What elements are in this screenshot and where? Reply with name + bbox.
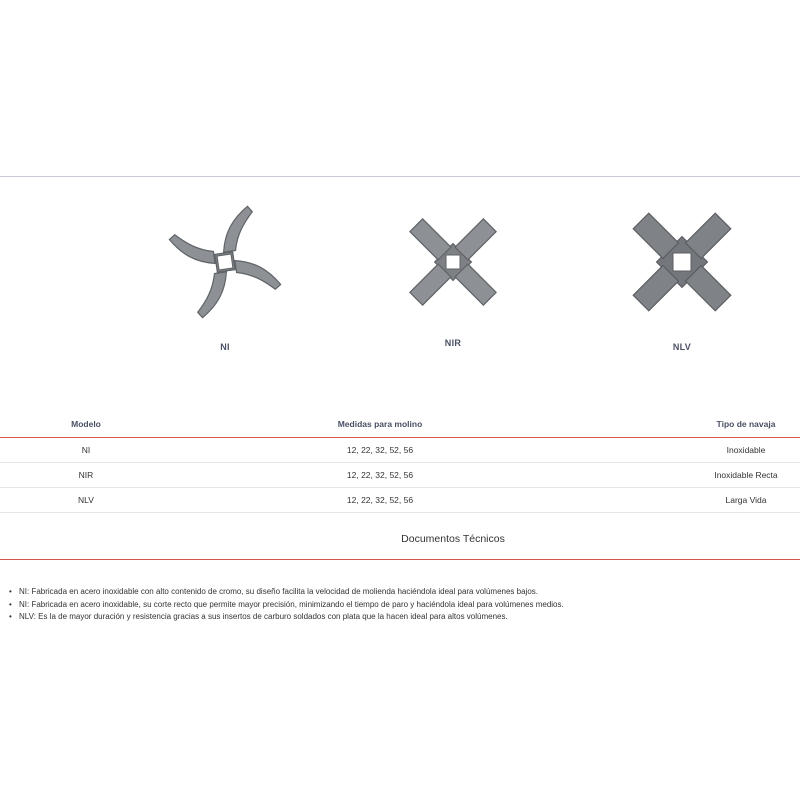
- product-nir[interactable]: [373, 206, 533, 348]
- table-row: [0, 438, 800, 463]
- technical-documents-link[interactable]: Documentos Técnicos: [401, 533, 505, 545]
- product-nlv[interactable]: [602, 200, 762, 352]
- docs-section: [0, 528, 800, 560]
- cell-tipo: Inoxidable: [726, 445, 766, 455]
- cell-tipo: Larga Vida: [725, 495, 767, 505]
- table-header-row: [0, 412, 800, 438]
- cell-modelo: NI: [81, 445, 91, 455]
- table-row: [0, 463, 800, 488]
- header-tipo: Tipo de navaja: [716, 419, 776, 429]
- list-item: • NI: Fabricada en acero inoxidable, su corte recto que permite mayor precisión, minimizando el tiempo de paro y haciéndola ideal para volúmenes medios.: [8, 599, 788, 612]
- list-item: • NI: Fabricada en acero inoxidable con alto contenido de cromo, su diseño facilita la velocidad de molienda haciéndola ideal para volúmenes bajos.: [8, 586, 788, 599]
- cell-modelo: NIR: [78, 470, 94, 480]
- product-ni[interactable]: [145, 200, 305, 352]
- cell-medidas: 12, 22, 32, 52, 56: [346, 495, 414, 505]
- specs-table: [0, 412, 800, 513]
- four-straight-blade-icon: [398, 206, 508, 318]
- list-item: • NLV: Es la de mayor duración y resistencia gracias a sus insertos de carburo soldados con plata que la hacen ideal para altos volúmenes.: [8, 611, 788, 624]
- cell-medidas: 12, 22, 32, 52, 56: [346, 470, 414, 480]
- table-row: [0, 488, 800, 513]
- product-notes-list: [8, 586, 788, 624]
- header-medidas: Medidas para molino: [337, 419, 423, 429]
- product-label: NLV: [672, 342, 692, 352]
- cell-medidas: 12, 22, 32, 52, 56: [346, 445, 414, 455]
- cell-modelo: NLV: [78, 495, 94, 505]
- four-hook-blade-icon: [165, 200, 285, 324]
- cell-tipo: Inoxidable Recta: [714, 470, 778, 480]
- product-label: NIR: [444, 338, 462, 348]
- top-divider: [0, 176, 800, 177]
- four-long-blade-icon: [620, 200, 744, 324]
- product-label: NI: [220, 342, 230, 352]
- header-modelo: Modelo: [71, 419, 101, 429]
